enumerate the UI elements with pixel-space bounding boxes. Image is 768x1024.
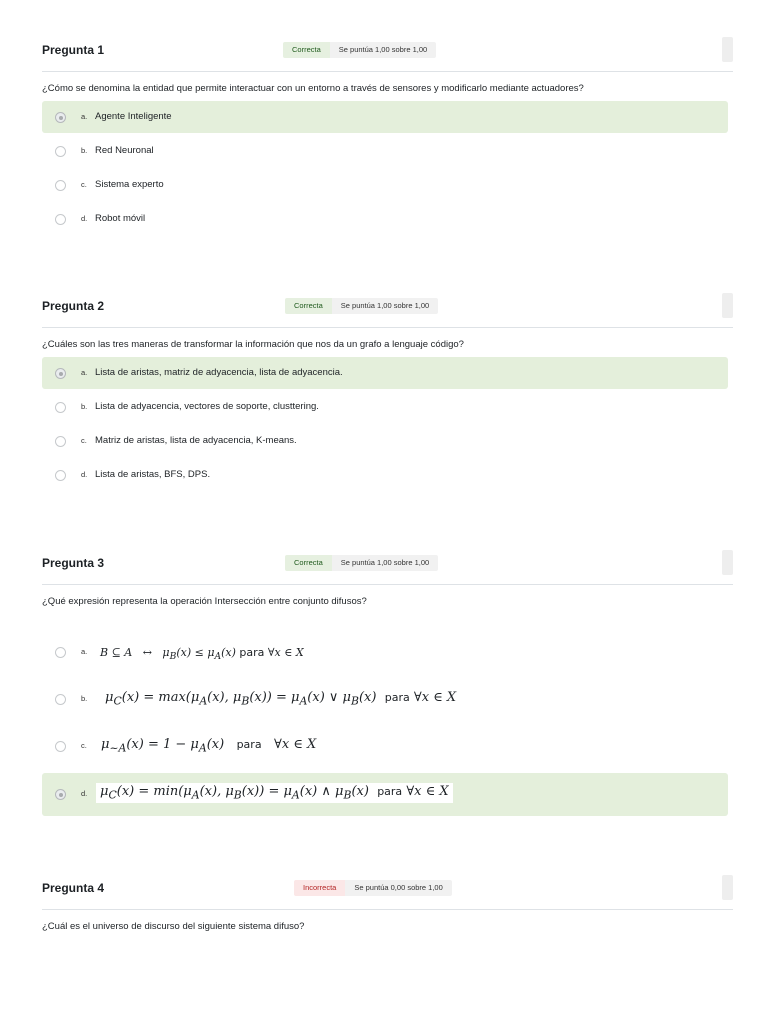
answer-label: Agente Inteligente xyxy=(95,111,172,122)
answer-label: Red Neuronal xyxy=(95,145,154,156)
answer-label: Robot móvil xyxy=(95,213,146,224)
question-2 xyxy=(42,295,733,480)
answer-letter: b. xyxy=(81,402,88,411)
answer-formula: B ⊆ A ↔ $\mu_B(x) \le \mu_A(x)$ para ∀x ∈ X xyxy=(100,646,304,663)
score-text: Se puntúa 0,00 sobre 1,00 xyxy=(345,880,451,896)
answer-formula: $\mu_C(x) = \max(\mu_A(x)$, $\mu_B(x)) = \mu_A(x)$ ∨ $\mu_B(x)$ para ∀x ∈ X xyxy=(105,690,457,708)
answer-letter: b. xyxy=(81,146,88,155)
flag-question-button[interactable] xyxy=(722,293,733,318)
question-title: Pregunta 4 xyxy=(42,881,105,895)
status-badge: Correcta xyxy=(285,298,332,314)
answer-letter: a. xyxy=(81,112,88,121)
score-text: Se puntúa 1,00 sobre 1,00 xyxy=(330,42,436,58)
radio-button[interactable] xyxy=(55,741,66,752)
score-text: Se puntúa 1,00 sobre 1,00 xyxy=(332,298,438,314)
flag-question-button[interactable] xyxy=(722,875,733,900)
radio-button[interactable] xyxy=(55,368,66,379)
answer-letter: a. xyxy=(81,647,88,656)
radio-button[interactable] xyxy=(55,180,66,191)
answer-option-a[interactable] xyxy=(42,357,728,389)
question-header xyxy=(42,552,733,585)
answer-option-b[interactable] xyxy=(42,391,728,423)
flag-question-button[interactable] xyxy=(722,550,733,575)
answer-label: Lista de aristas, matriz de adyacencia, lista de adyacencia. xyxy=(95,367,343,378)
question-3 xyxy=(42,552,733,802)
radio-button[interactable] xyxy=(55,694,66,705)
question-header xyxy=(42,39,733,72)
answer-letter: d. xyxy=(81,789,88,798)
answer-option-c[interactable] xyxy=(42,425,728,457)
answer-letter: d. xyxy=(81,470,88,479)
question-text: ¿Cómo se denomina la entidad que permite interactuar con un entorno a través de sensores y modificarlo mediante actuadores? xyxy=(42,83,584,94)
question-4 xyxy=(42,877,733,932)
radio-button[interactable] xyxy=(55,146,66,157)
radio-button[interactable] xyxy=(55,789,66,800)
radio-button[interactable] xyxy=(55,436,66,447)
radio-button[interactable] xyxy=(55,112,66,123)
question-title: Pregunta 1 xyxy=(42,43,105,57)
radio-button[interactable] xyxy=(55,647,66,658)
answer-option-c[interactable] xyxy=(42,169,728,201)
answer-letter: c. xyxy=(81,436,87,445)
question-text: ¿Cuáles son las tres maneras de transformar la información que nos da un grafo a lenguaje código? xyxy=(42,339,464,350)
grade-info xyxy=(285,298,438,314)
radio-button[interactable] xyxy=(55,470,66,481)
answer-option-d[interactable] xyxy=(42,203,728,235)
answer-formula: $\mu_C(x) = \min(\mu_A(x)$, $\mu_B(x)) = \mu_A(x)$ ∧ $\mu_B(x)$ para ∀x ∈ X xyxy=(96,783,453,803)
question-text: ¿Cuál es el universo de discurso del siguiente sistema difuso? xyxy=(42,921,305,932)
answer-label: Sistema experto xyxy=(95,179,164,190)
score-text: Se puntúa 1,00 sobre 1,00 xyxy=(332,555,438,571)
answer-option-a[interactable] xyxy=(42,101,728,133)
grade-info xyxy=(283,42,436,58)
question-title: Pregunta 3 xyxy=(42,556,105,570)
answer-option-d[interactable] xyxy=(42,773,728,816)
question-header xyxy=(42,877,733,910)
answer-option-b[interactable] xyxy=(42,684,728,716)
answer-letter: c. xyxy=(81,180,87,189)
radio-button[interactable] xyxy=(55,402,66,413)
grade-info xyxy=(285,555,438,571)
status-badge: Correcta xyxy=(283,42,330,58)
answer-letter: c. xyxy=(81,741,87,750)
question-1 xyxy=(42,39,733,224)
status-badge: Incorrecta xyxy=(294,880,345,896)
answer-letter: a. xyxy=(81,368,88,377)
answer-formula: $\mu_{\sim A}(x) = 1 - \mu_A(x)$ para ∀x ∈ X xyxy=(101,737,317,755)
question-header xyxy=(42,295,733,328)
status-badge: Correcta xyxy=(285,555,332,571)
grade-info xyxy=(294,880,452,896)
answer-label: Lista de aristas, BFS, DPS. xyxy=(95,469,211,480)
question-title: Pregunta 2 xyxy=(42,299,105,313)
answer-label: Lista de adyacencia, vectores de soporte, clusttering. xyxy=(95,401,319,412)
answer-letter: d. xyxy=(81,214,88,223)
flag-question-button[interactable] xyxy=(722,37,733,62)
answer-letter: b. xyxy=(81,694,88,703)
answer-label: Matriz de aristas, lista de adyacencia, K-means. xyxy=(95,435,297,446)
question-text: ¿Qué expresión representa la operación Intersección entre conjunto difusos? xyxy=(42,596,367,607)
radio-button[interactable] xyxy=(55,214,66,225)
answer-option-b[interactable] xyxy=(42,135,728,167)
answer-option-a[interactable] xyxy=(42,638,728,668)
answer-option-d[interactable] xyxy=(42,459,728,491)
answer-option-c[interactable] xyxy=(42,732,728,762)
